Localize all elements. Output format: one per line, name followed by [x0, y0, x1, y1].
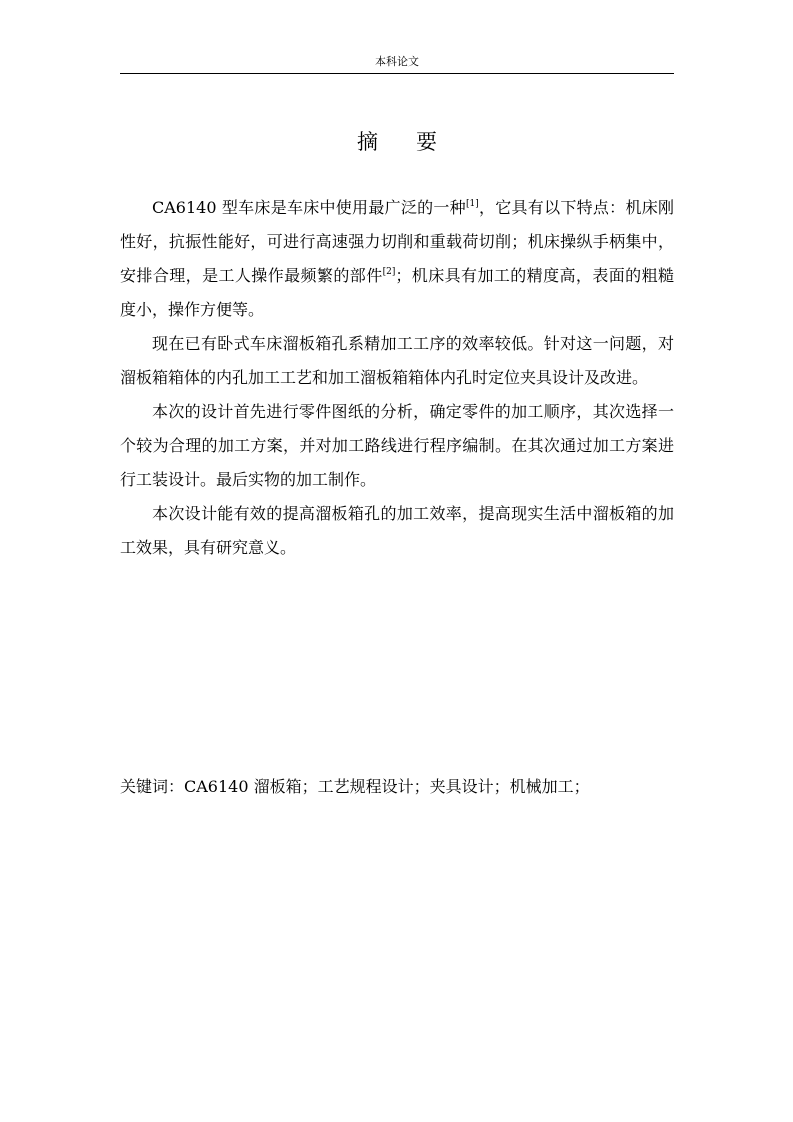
paragraph-text: CA6140 型车床是车床中使用最广泛的一种: [152, 198, 466, 217]
paragraph-text: ；机床具有加工的精度高，表面的粗糙度小，操作方便等。: [120, 266, 674, 319]
keywords-line: 关键词：CA6140 溜板箱；工艺规程设计；夹具设计；机械加工；: [120, 777, 590, 796]
paragraph-text: 本次设计能有效的提高溜板箱孔的加工效率，提高现实生活中溜板箱的加工效果，具有研究意义。: [120, 504, 674, 557]
abstract-paragraph-1: [120, 191, 674, 327]
citation-marker: [2]: [382, 267, 396, 277]
citation-marker: [1]: [465, 199, 479, 209]
abstract-body: [120, 191, 674, 565]
abstract-title: 摘要: [357, 130, 475, 154]
abstract-paragraph-4: [120, 497, 674, 565]
paragraph-text: ，它具有以下特点：机床刚性好，抗振性能好，可进行高速强力切削和重载荷切削；机床操纵手柄集中，安排合理，是工人操作最频繁的部件: [120, 198, 674, 285]
paragraph-text: 现在已有卧式车床溜板箱孔系精加工工序的效率较低。针对这一问题，对溜板箱箱体的内孔加工工艺和加工溜板箱箱体内孔时定位夹具设计及改进。: [120, 334, 674, 387]
header-rule: [120, 73, 674, 74]
abstract-paragraph-2: [120, 327, 674, 395]
running-header: 本科论文: [375, 55, 419, 68]
paragraph-text: 本次的设计首先进行零件图纸的分析，确定零件的加工顺序，其次选择一个较为合理的加工方案，并对加工路线进行程序编制。在其次通过加工方案进行工装设计。最后实物的加工制作。: [120, 402, 674, 489]
abstract-paragraph-3: [120, 395, 674, 497]
